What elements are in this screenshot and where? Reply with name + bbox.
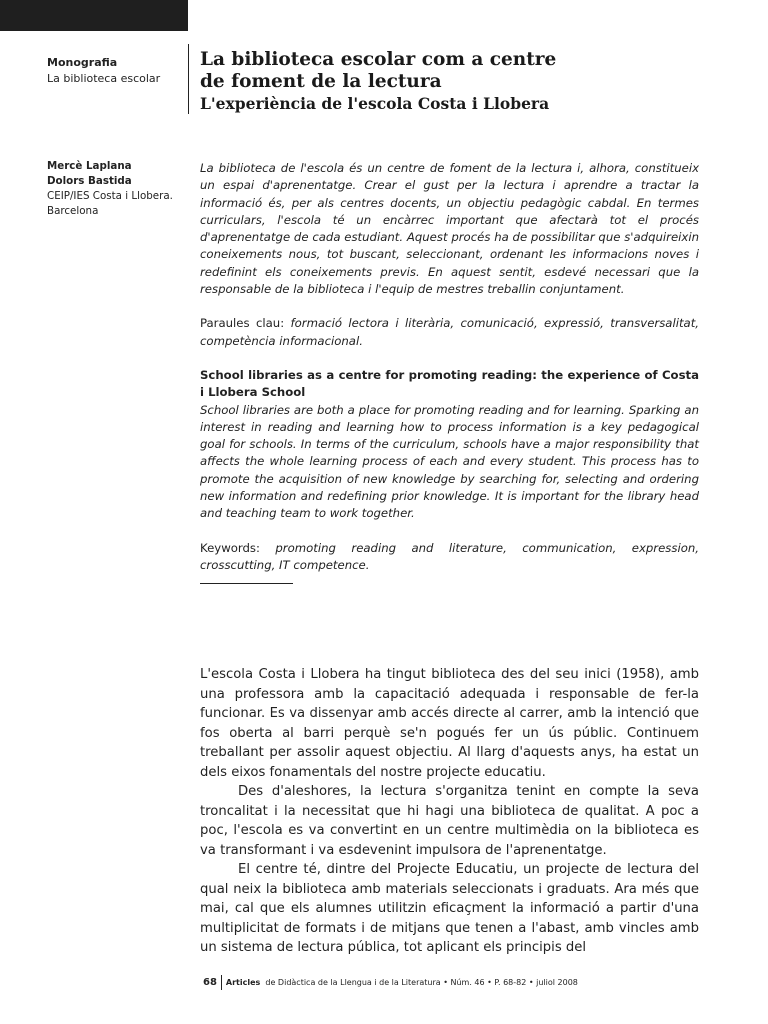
section-title: Monografia	[47, 56, 118, 69]
keywords-english	[200, 540, 699, 575]
footer-divider	[221, 975, 222, 990]
authors-block	[47, 159, 187, 219]
abstract-english: School libraries are both a place for promoting reading and for learning. Sparking an interest in reading and learning how to process information is a key pedagogical goal for schools. In terms of the curriculum, schools have a major responsibility that affects the whole learning process of each and every student. This process has to promote the acquisition of new knowledge by searching for, selecting and ordering new information and redefining prior knowledge. It is important for the library head and teaching team to work together.	[200, 402, 699, 521]
keywords-list: formació lectora i literària, comunicació, expressió, transversalitat, competència informacional.	[200, 316, 699, 348]
page-footer	[203, 975, 578, 990]
author-name: Mercè Laplana	[47, 160, 132, 172]
article-title-line-2: de foment de la lectura	[200, 71, 442, 92]
body-paragraph: Des d'aleshores, la lectura s'organitza tenint en compte la seva troncalitat i la necessitat que hi hagi una biblioteca de qualitat. A poc a poc, l'escola es va convertint en un centre multimèdia on la biblioteca es va transformant i va esdevenint impulsora de l'aprenentatge.	[200, 784, 699, 858]
title-divider	[188, 44, 189, 114]
journal-details: de Didàctica de la Llengua i de la Literatura • Núm. 46 • P. 68-82 • juliol 2008	[265, 978, 578, 987]
keywords-label: Paraules clau:	[200, 316, 285, 331]
keywords-list: promoting reading and literature, communication, expression, crosscutting, IT competence.	[200, 540, 699, 572]
author-name: Dolors Bastida	[47, 175, 132, 187]
article-body	[200, 665, 699, 958]
abstract-section	[200, 160, 699, 584]
keywords-catalan	[200, 315, 699, 350]
body-paragraph: El centre té, dintre del Projecte Educatiu, un projecte de lectura del qual neix la biblioteca amb materials seleccionats i graduats. Ara més que mai, cal que els alumnes utilitzin eficaçment la informació a partir d'una multiplicitat de formats i de mitjans que tenen a l'abast, amb vincles amb un sistema de lectura pública, tot aplicant els principis del	[200, 862, 699, 955]
affiliation: CEIP/IES Costa i Llobera.	[47, 190, 173, 202]
page-number: 68	[203, 977, 217, 988]
abstract-english-title: School libraries as a centre for promoting reading: the experience of Costa i Llobera School	[200, 367, 699, 400]
section-subtitle: La biblioteca escolar	[47, 72, 161, 85]
article-title-line-1: La biblioteca escolar com a centre	[200, 49, 557, 70]
journal-name: Articles	[225, 978, 261, 987]
article-title-block	[200, 49, 700, 114]
body-paragraph: L'escola Costa i Llobera ha tingut biblioteca des del seu inici (1958), amb una professora amb la capacitació adequada i responsable de fer-la funcionar. Es va dissenyar amb accés directe al carrer, amb la intenció que fos oberta al barri perquè se'n pogués fer un ús públic. Continuem treballant per assolir aquest objectiu. Al llarg d'aquests anys, ha estat un dels eixos fonamentals del nostre projecte educatiu.	[200, 667, 699, 780]
article-subtitle: L'experiència de l'escola Costa i Llobera	[200, 94, 550, 113]
keywords-label: Keywords:	[200, 540, 260, 555]
affiliation: Barcelona	[47, 205, 99, 217]
abstract-catalan: La biblioteca de l'escola és un centre de foment de la lectura i, alhora, constitueix un espai d'aprenentatge. Crear el gust per la lectura i aprendre a tractar la informació és, per als centres docents, un objectiu pedagògic cabdal. En termes curriculars, l'escola té un encàrrec important que afectarà tot el procés d'aprenentatge de cada estudiant. Aquest procés ha de possibilitar que s'adquireixin coneixements nous, tot buscant, seleccionant, ordenant les informacions noves i redefinint els coneixements previs. En aquest sentit, esdevé necessari que la responsable de la biblioteca i l'equip de mestres treballin conjuntament.	[200, 161, 699, 297]
abstract-end-rule	[200, 583, 293, 584]
header-black-bar	[0, 0, 188, 31]
section-label	[47, 55, 182, 87]
